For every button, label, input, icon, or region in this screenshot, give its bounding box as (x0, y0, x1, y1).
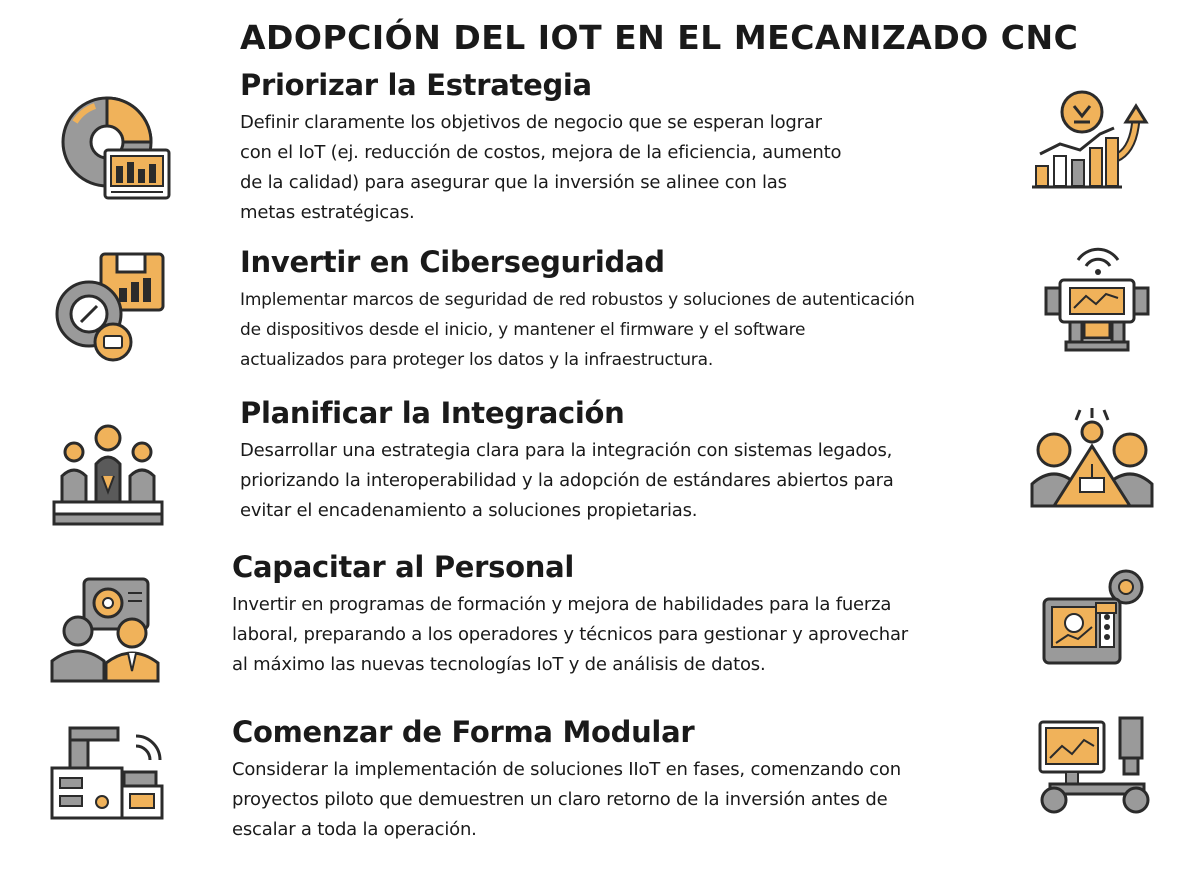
section-body (240, 108, 841, 228)
body-line: proyectos piloto que demuestren un claro retorno de la inversión antes de (232, 789, 888, 810)
body-line: de dispositivos desde el inicio, y mantener el firmware y el software (240, 320, 806, 340)
section-heading: Comenzar de Forma Modular (232, 715, 695, 749)
section-body (232, 755, 901, 845)
body-line: de la calidad) para asegurar que la inversión se alinee con las (240, 172, 787, 193)
control-panel-icon (1040, 565, 1150, 670)
body-line: al máximo las nuevas tecnologías IoT y de análisis de datos. (232, 654, 766, 675)
section-integracion (240, 394, 894, 526)
section-capacitar (232, 548, 908, 680)
body-line: laboral, preparando a los operadores y técnicos para gestionar y aprovechar (232, 624, 908, 645)
body-line: metas estratégicas. (240, 202, 415, 223)
section-heading: Planificar la Integración (240, 396, 625, 430)
connected-machine-icon (1042, 238, 1152, 353)
section-body (240, 436, 894, 526)
body-line: priorizando la interoperabilidad y la adopción de estándares abiertos para (240, 470, 894, 491)
wireless-machine-icon (50, 724, 165, 824)
body-line: con el IoT (ej. reducción de costos, mejora de la eficiencia, aumento (240, 142, 842, 163)
section-heading: Priorizar la Estrategia (240, 68, 592, 102)
team-alignment-icon (1030, 406, 1155, 516)
training-people-icon (50, 575, 165, 685)
body-line: actualizados para proteger los datos y la infraestructura. (240, 350, 714, 370)
monitoring-robot-icon (1036, 716, 1151, 816)
section-ciberseguridad (240, 243, 915, 375)
dashboard-analytics-icon (55, 92, 175, 207)
body-line: Definir claramente los objetivos de negocio que se esperan lograr (240, 112, 822, 133)
section-modular (232, 713, 901, 845)
body-line: escalar a toda la operación. (232, 819, 477, 840)
secure-data-icon (55, 250, 170, 365)
section-heading: Invertir en Ciberseguridad (240, 245, 665, 279)
body-line: Invertir en programas de formación y mejora de habilidades para la fuerza (232, 594, 892, 615)
body-line: Desarrollar una estrategia clara para la integración con sistemas legados, (240, 440, 893, 461)
section-priorizar-estrategia (240, 66, 841, 228)
section-body (232, 590, 908, 680)
body-line: evitar el encadenamiento a soluciones propietarias. (240, 500, 698, 521)
section-body (240, 285, 915, 375)
team-ideas-icon (52, 420, 167, 530)
section-heading: Capacitar al Personal (232, 550, 575, 584)
body-line: Implementar marcos de seguridad de red robustos y soluciones de autenticación (240, 290, 915, 310)
body-line: Considerar la implementación de soluciones IIoT en fases, comenzando con (232, 759, 901, 780)
growth-chart-icon (1030, 88, 1150, 193)
page-title: ADOPCIÓN DEL IOT EN EL MECANIZADO CNC (240, 18, 1079, 57)
